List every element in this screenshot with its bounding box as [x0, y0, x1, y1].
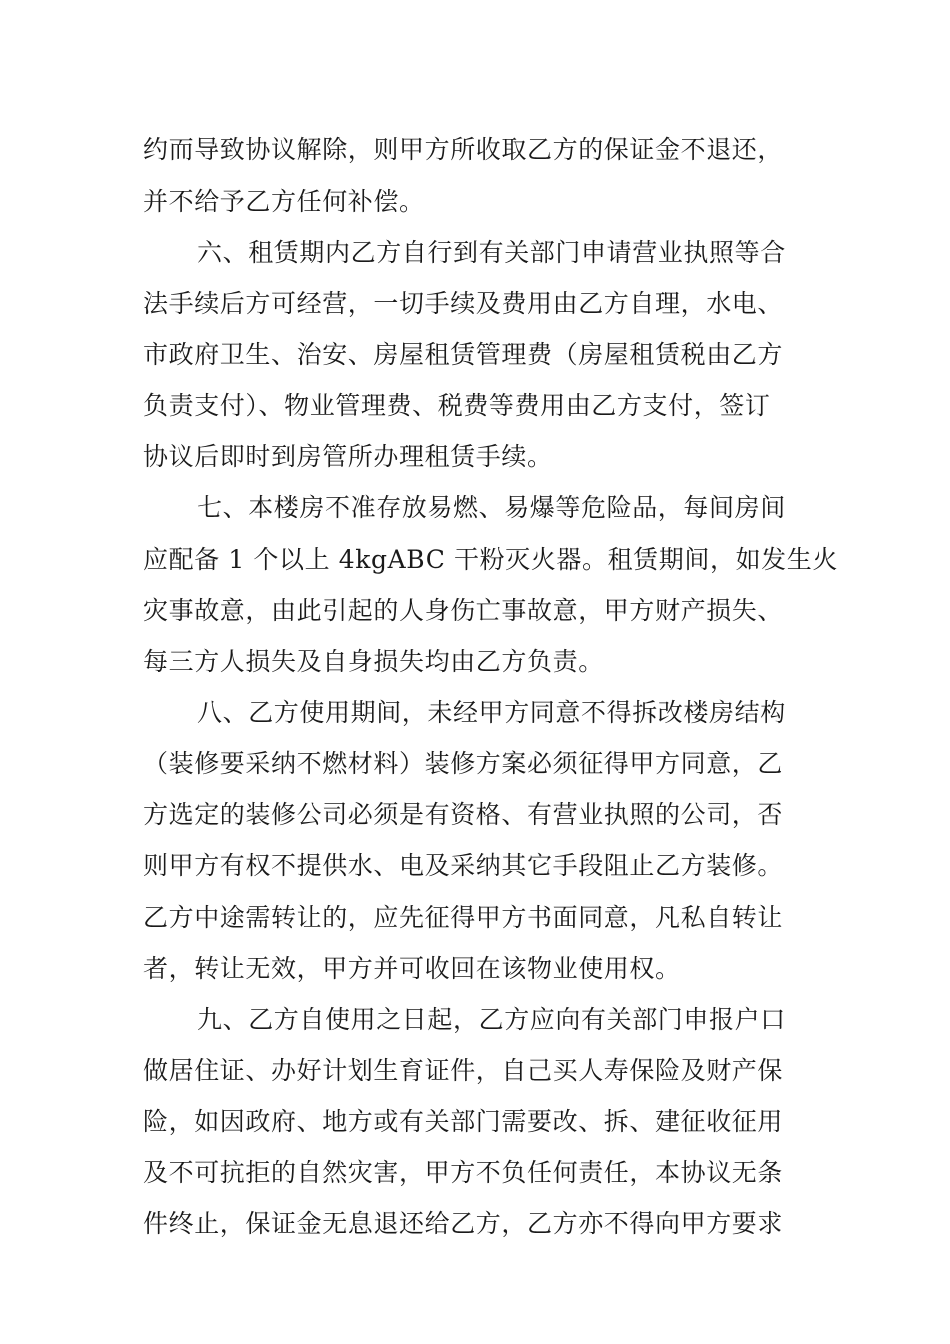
text-line: 负责支付）、物业管理费、税费等费用由乙方支付，签订	[143, 391, 771, 420]
text-line: （装修要采纳不燃材料）装修方案必须征得甲方同意，乙	[143, 749, 784, 778]
text-line: 每三方人损失及自身损失均由乙方负责。	[143, 647, 604, 676]
text-line: 险，如因政府、地方或有关部门需要改、拆、建征收征用	[143, 1107, 784, 1136]
text-line: 应配备 1 个以上 4kgABC 干粉灭火器。租赁期间，如发生火	[143, 545, 838, 574]
text-line: 乙方中途需转让的，应先征得甲方书面同意，凡私自转让	[143, 903, 784, 932]
text-line: 做居住证、办好计划生育证件，自己买人寿保险及财产保	[143, 1056, 784, 1085]
text-line: 者，转让无效，甲方并可收回在该物业使用权。	[143, 954, 681, 983]
text-line: 灾事故意，由此引起的人身伤亡事故意，甲方财产损失、	[143, 596, 784, 625]
text-line: 法手续后方可经营，一切手续及费用由乙方自理，水电、	[143, 289, 784, 318]
text-line: 件终止，保证金无息退还给乙方，乙方亦不得向甲方要求	[143, 1209, 784, 1238]
paragraph-eight-start: 八、乙方使用期间，未经甲方同意不得拆改楼房结构	[197, 698, 786, 727]
text-line: 及不可抗拒的自然灾害，甲方不负任何责任，本协议无条	[143, 1158, 784, 1187]
text-line: 市政府卫生、治安、房屋租赁管理费（房屋租赁税由乙方	[143, 340, 784, 369]
paragraph-seven-start: 七、本楼房不准存放易燃、易爆等危险品，每间房间	[197, 493, 786, 522]
text-line: 约而导致协议解除，则甲方所收取乙方的保证金不退还，	[143, 135, 784, 164]
text-line: 并不给予乙方任何补偿。	[143, 187, 425, 216]
text-line: 协议后即时到房管所办理租赁手续。	[143, 442, 553, 471]
text-line: 方选定的装修公司必须是有资格、有营业执照的公司，否	[143, 800, 784, 829]
paragraph-six-start: 六、租赁期内乙方自行到有关部门申请营业执照等合	[197, 238, 786, 267]
text-line: 则甲方有权不提供水、电及采纳其它手段阻止乙方装修。	[143, 851, 784, 880]
paragraph-nine-start: 九、乙方自使用之日起，乙方应向有关部门申报户口	[197, 1005, 786, 1034]
